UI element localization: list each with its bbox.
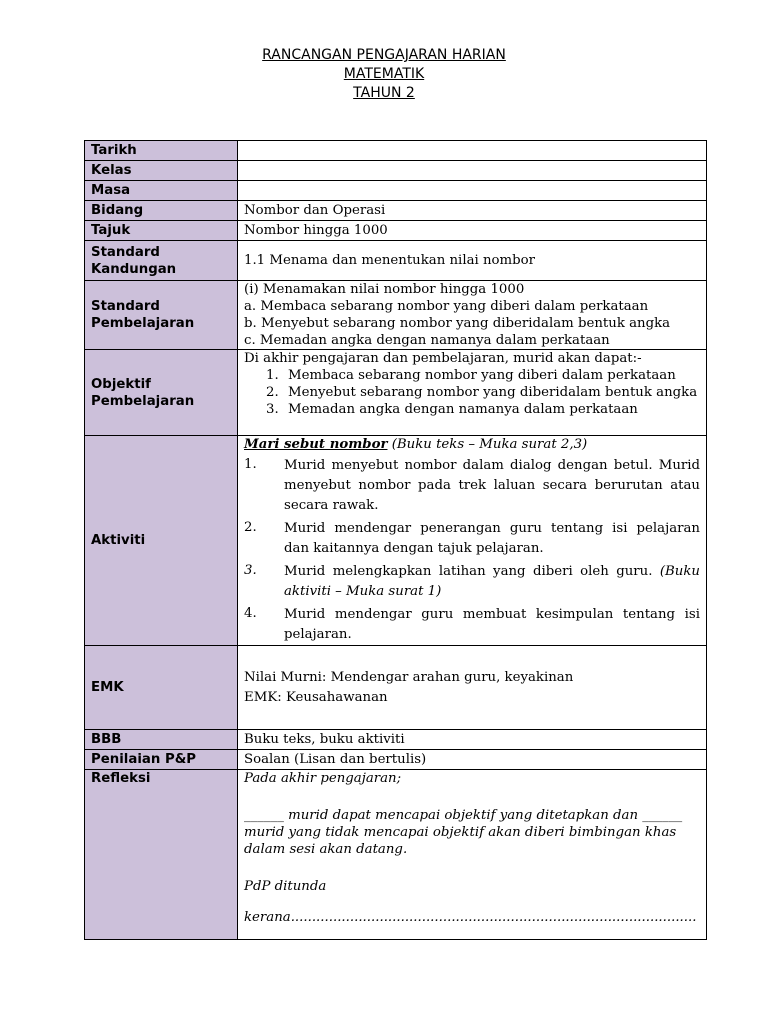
list-text-main: Murid mendengar penerangan guru tentang isi pelajaran dan kaitannya dengan tajuk pelajaran. [284,521,700,556]
value-kelas [238,161,707,181]
list-text-italic: (Buku aktiviti – Muka surat 1) [284,564,700,599]
row-kelas [85,161,707,181]
value-aktiviti [238,436,707,646]
label-standard-kandungan [85,241,238,281]
objektif-intro: Di akhir pengajaran dan pembelajaran, murid akan dapat:- [244,351,642,366]
row-penilaian [85,750,707,770]
label-bidang: Bidang [85,201,238,221]
row-tajuk [85,221,707,241]
row-tarikh [85,141,707,161]
list-number: 2. [244,520,257,535]
label-line: Kandungan [91,261,177,277]
list-number: 1. [266,368,279,383]
label-emk: EMK [85,646,238,730]
lesson-plan-table [84,140,707,940]
label-line: Pembelajaran [91,393,195,409]
refleksi-line: ______ murid dapat mencapai objektif yang ditetapkan dan ______ murid yang tidak mencapai objektif akan diberi bimbingan khas dalam sesi akan datang. [244,808,683,857]
list-item [244,456,700,516]
label-tajuk: Tajuk [85,221,238,241]
aktiviti-heading-ref: (Buku teks – Muka surat 2,3) [387,437,588,452]
list-text [284,519,700,559]
label-line: Objektif [91,376,151,392]
list-item [244,605,700,645]
list-item [244,562,700,602]
row-bidang [85,201,707,221]
list-text: Memadan angka dengan namanya dalam perkataan [288,402,638,417]
document-header [0,46,768,103]
list-number: 1. [244,457,257,472]
list-item [244,384,700,401]
label-bbb: BBB [85,730,238,750]
label-objektif [85,350,238,436]
label-penilaian: Penilaian P&P [85,750,238,770]
list-text-main: Murid melengkapkan latihan yang diberi oleh guru. [284,564,660,579]
label-masa: Masa [85,181,238,201]
list-text [284,562,700,602]
list-text: Membaca sebarang nombor yang diberi dalam perkataan [288,368,676,383]
label-kelas: Kelas [85,161,238,181]
row-objektif [85,350,707,436]
value-bidang: Nombor dan Operasi [238,201,707,221]
value-refleksi [238,770,707,940]
row-emk [85,646,707,730]
list-text [284,456,700,516]
value-objektif [238,350,707,436]
list-text-main: Murid mendengar guru membuat kesimpulan tentang isi pelajaran. [284,607,700,642]
value-masa [238,181,707,201]
row-bbb [85,730,707,750]
list-text [284,605,700,645]
label-line: Pembelajaran [91,316,195,331]
label-aktiviti: Aktiviti [85,436,238,646]
emk-line: EMK: Keusahawanan [244,689,388,705]
list-item [244,519,700,559]
label-line: Standard [91,299,160,314]
label-line: Standard [91,244,160,260]
list-number: 2. [266,385,279,400]
value-tarikh [238,141,707,161]
aktiviti-heading [244,436,700,453]
sp-line: (i) Menamakan nilai nombor hingga 1000 [244,282,525,297]
row-refleksi [85,770,707,940]
objektif-list [244,367,700,418]
list-item [244,367,700,384]
refleksi-line: PdP ditunda [244,879,327,894]
sp-line: b. Menyebut sebarang nombor yang diberidalam bentuk angka [244,316,671,331]
row-masa [85,181,707,201]
label-standard-pembelajaran [85,281,238,350]
row-aktiviti [85,436,707,646]
aktiviti-list [244,456,700,645]
list-number: 3. [266,402,279,417]
value-tajuk: Nombor hingga 1000 [238,221,707,241]
refleksi-line: kerana................................................................................................ [244,910,697,925]
value-bbb: Buku teks, buku aktiviti [238,730,707,750]
sp-line: c. Memadan angka dengan namanya dalam perkataan [244,333,610,348]
row-standard-kandungan [85,241,707,281]
header-title: RANCANGAN PENGAJARAN HARIAN [262,47,506,63]
value-emk [238,646,707,730]
list-text: Menyebut sebarang nombor yang diberidalam bentuk angka [288,385,698,400]
list-number: 3. [244,563,257,578]
row-standard-pembelajaran [85,281,707,350]
header-year: TAHUN 2 [353,85,415,101]
sp-line: a. Membaca sebarang nombor yang diberi dalam perkataan [244,299,649,314]
list-item [244,401,700,418]
list-text-main: Murid menyebut nombor dalam dialog dengan betul. Murid menyebut nombor pada trek laluan secara berurutan atau secara rawak. [284,458,700,513]
label-refleksi: Refleksi [85,770,238,940]
value-standard-kandungan: 1.1 Menama dan menentukan nilai nombor [238,241,707,281]
value-penilaian: Soalan (Lisan dan bertulis) [238,750,707,770]
header-subject: MATEMATIK [343,66,425,82]
label-tarikh: Tarikh [85,141,238,161]
value-standard-pembelajaran [238,281,707,350]
emk-line: Nilai Murni: Mendengar arahan guru, keyakinan [244,669,574,685]
refleksi-line: Pada akhir pengajaran; [244,771,402,786]
aktiviti-heading-title: Mari sebut nombor [244,437,388,452]
list-number: 4. [244,606,257,621]
